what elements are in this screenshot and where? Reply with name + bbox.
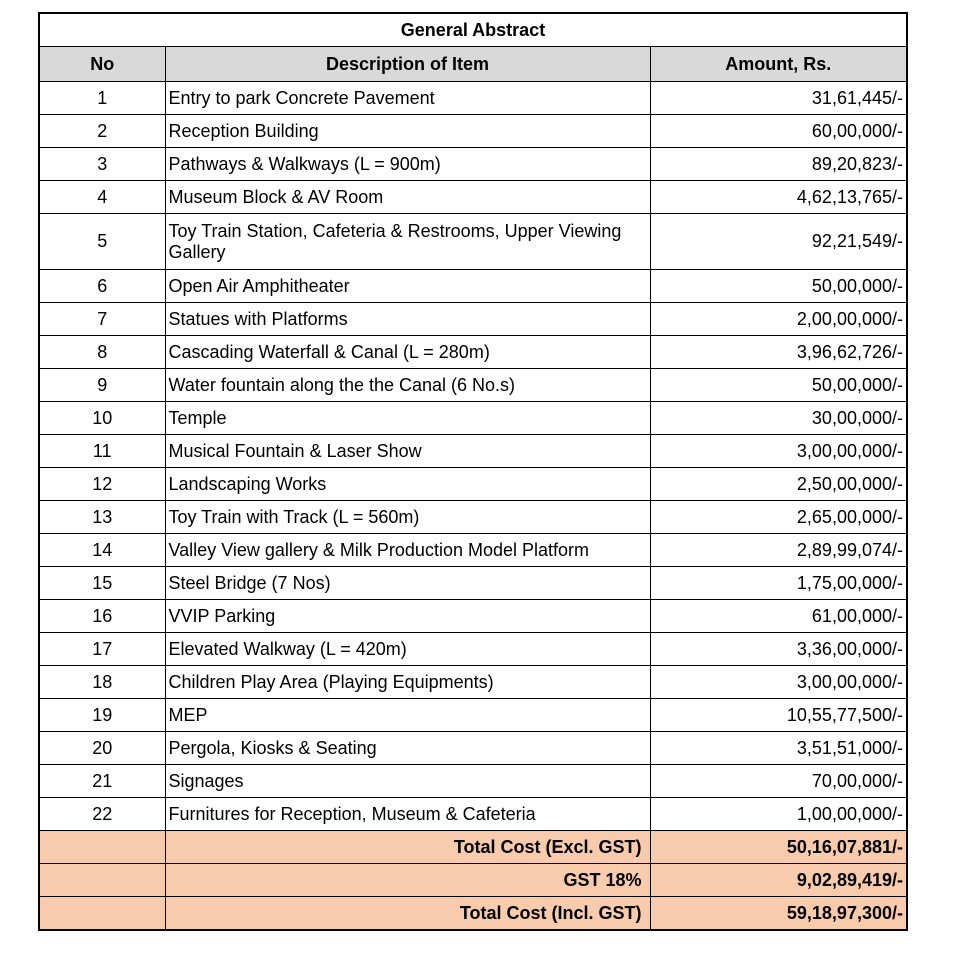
table-row bbox=[39, 181, 907, 214]
row-description: Statues with Platforms bbox=[165, 303, 650, 336]
row-amount: 2,50,00,000/- bbox=[650, 468, 907, 501]
table-row bbox=[39, 567, 907, 600]
row-number: 20 bbox=[39, 732, 165, 765]
row-number: 8 bbox=[39, 336, 165, 369]
row-number: 14 bbox=[39, 534, 165, 567]
row-number: 2 bbox=[39, 115, 165, 148]
row-description: Cascading Waterfall & Canal (L = 280m) bbox=[165, 336, 650, 369]
row-number: 3 bbox=[39, 148, 165, 181]
row-amount: 3,00,00,000/- bbox=[650, 435, 907, 468]
row-number: 21 bbox=[39, 765, 165, 798]
row-amount: 10,55,77,500/- bbox=[650, 699, 907, 732]
row-amount: 30,00,000/- bbox=[650, 402, 907, 435]
row-number: 6 bbox=[39, 270, 165, 303]
gst-value: 9,02,89,419/- bbox=[650, 864, 907, 897]
table-row bbox=[39, 336, 907, 369]
row-amount: 60,00,000/- bbox=[650, 115, 907, 148]
gst-label: GST 18% bbox=[165, 864, 650, 897]
row-amount: 2,00,00,000/- bbox=[650, 303, 907, 336]
row-number: 7 bbox=[39, 303, 165, 336]
total-excl-gst-value: 50,16,07,881/- bbox=[650, 831, 907, 864]
row-description: Elevated Walkway (L = 420m) bbox=[165, 633, 650, 666]
row-description: Open Air Amphitheater bbox=[165, 270, 650, 303]
table-row bbox=[39, 402, 907, 435]
table-row bbox=[39, 732, 907, 765]
table-row bbox=[39, 633, 907, 666]
row-description: Pergola, Kiosks & Seating bbox=[165, 732, 650, 765]
row-number: 15 bbox=[39, 567, 165, 600]
table-row bbox=[39, 468, 907, 501]
row-description: Toy Train with Track (L = 560m) bbox=[165, 501, 650, 534]
table-row bbox=[39, 765, 907, 798]
table-row bbox=[39, 214, 907, 270]
row-description: Signages bbox=[165, 765, 650, 798]
row-description: Musical Fountain & Laser Show bbox=[165, 435, 650, 468]
row-amount: 2,89,99,074/- bbox=[650, 534, 907, 567]
header-no: No bbox=[39, 47, 165, 82]
row-number: 1 bbox=[39, 82, 165, 115]
table-row bbox=[39, 303, 907, 336]
row-amount: 70,00,000/- bbox=[650, 765, 907, 798]
row-amount: 50,00,000/- bbox=[650, 369, 907, 402]
row-description: VVIP Parking bbox=[165, 600, 650, 633]
row-description: Furnitures for Reception, Museum & Cafeteria bbox=[165, 798, 650, 831]
row-number: 4 bbox=[39, 181, 165, 214]
row-number: 18 bbox=[39, 666, 165, 699]
row-description: Water fountain along the the Canal (6 No.s) bbox=[165, 369, 650, 402]
table-row bbox=[39, 666, 907, 699]
total-excl-gst-row bbox=[39, 831, 907, 864]
row-amount: 1,75,00,000/- bbox=[650, 567, 907, 600]
general-abstract-table bbox=[38, 12, 908, 931]
table-title: General Abstract bbox=[39, 13, 907, 47]
header-amount: Amount, Rs. bbox=[650, 47, 907, 82]
table-row bbox=[39, 534, 907, 567]
row-number: 12 bbox=[39, 468, 165, 501]
table-row bbox=[39, 435, 907, 468]
table-row bbox=[39, 600, 907, 633]
table-row bbox=[39, 369, 907, 402]
row-description: Temple bbox=[165, 402, 650, 435]
row-number: 9 bbox=[39, 369, 165, 402]
row-description: Valley View gallery & Milk Production Model Platform bbox=[165, 534, 650, 567]
gst-row bbox=[39, 864, 907, 897]
row-amount: 92,21,549/- bbox=[650, 214, 907, 270]
row-amount: 2,65,00,000/- bbox=[650, 501, 907, 534]
row-description: MEP bbox=[165, 699, 650, 732]
row-description: Steel Bridge (7 Nos) bbox=[165, 567, 650, 600]
table-row bbox=[39, 501, 907, 534]
row-number: 19 bbox=[39, 699, 165, 732]
row-number: 13 bbox=[39, 501, 165, 534]
row-description: Toy Train Station, Cafeteria & Restrooms, Upper Viewing Gallery bbox=[165, 214, 650, 270]
total-excl-gst-label: Total Cost (Excl. GST) bbox=[165, 831, 650, 864]
row-number: 11 bbox=[39, 435, 165, 468]
row-amount: 3,51,51,000/- bbox=[650, 732, 907, 765]
row-number: 22 bbox=[39, 798, 165, 831]
row-description: Children Play Area (Playing Equipments) bbox=[165, 666, 650, 699]
row-number: 16 bbox=[39, 600, 165, 633]
row-number: 17 bbox=[39, 633, 165, 666]
total-incl-gst-label: Total Cost (Incl. GST) bbox=[165, 897, 650, 931]
row-amount: 61,00,000/- bbox=[650, 600, 907, 633]
row-amount: 3,00,00,000/- bbox=[650, 666, 907, 699]
row-amount: 4,62,13,765/- bbox=[650, 181, 907, 214]
total-incl-blank-cell bbox=[39, 897, 165, 931]
row-amount: 3,36,00,000/- bbox=[650, 633, 907, 666]
row-description: Landscaping Works bbox=[165, 468, 650, 501]
total-blank-cell bbox=[39, 831, 165, 864]
total-incl-gst-value: 59,18,97,300/- bbox=[650, 897, 907, 931]
row-description: Pathways & Walkways (L = 900m) bbox=[165, 148, 650, 181]
table-row bbox=[39, 270, 907, 303]
row-number: 5 bbox=[39, 214, 165, 270]
table-row bbox=[39, 148, 907, 181]
gst-blank-cell bbox=[39, 864, 165, 897]
row-amount: 31,61,445/- bbox=[650, 82, 907, 115]
row-description: Reception Building bbox=[165, 115, 650, 148]
header-description: Description of Item bbox=[165, 47, 650, 82]
table-body bbox=[39, 82, 907, 831]
row-amount: 1,00,00,000/- bbox=[650, 798, 907, 831]
table-row bbox=[39, 699, 907, 732]
table-row bbox=[39, 798, 907, 831]
header-row bbox=[39, 47, 907, 82]
row-amount: 50,00,000/- bbox=[650, 270, 907, 303]
row-amount: 89,20,823/- bbox=[650, 148, 907, 181]
row-description: Museum Block & AV Room bbox=[165, 181, 650, 214]
total-incl-gst-row bbox=[39, 897, 907, 931]
table-row bbox=[39, 82, 907, 115]
row-number: 10 bbox=[39, 402, 165, 435]
row-amount: 3,96,62,726/- bbox=[650, 336, 907, 369]
row-description: Entry to park Concrete Pavement bbox=[165, 82, 650, 115]
table-row bbox=[39, 115, 907, 148]
